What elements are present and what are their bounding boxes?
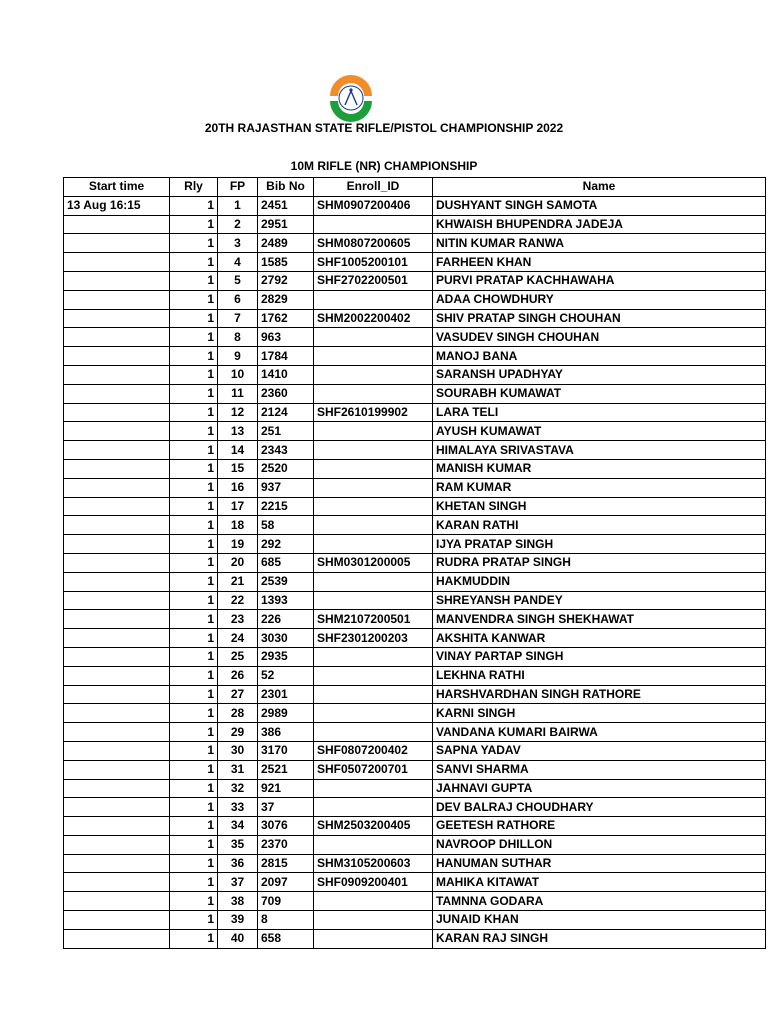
cell-fp: 38 — [218, 892, 258, 911]
cell-fp: 3 — [218, 234, 258, 253]
cell-name: MANISH KUMAR — [433, 459, 766, 478]
cell-name: SARANSH UPADHYAY — [433, 365, 766, 384]
cell-fp: 2 — [218, 215, 258, 234]
cell-start-time — [64, 215, 170, 234]
table-row — [64, 873, 766, 892]
cell-enroll-id: SHF0507200701 — [314, 760, 433, 779]
cell-start-time — [64, 854, 170, 873]
cell-fp: 17 — [218, 497, 258, 516]
cell-name: ADAA CHOWDHURY — [433, 290, 766, 309]
cell-bib-no: 2370 — [258, 835, 314, 854]
cell-rly: 1 — [170, 234, 218, 253]
cell-name: JUNAID KHAN — [433, 911, 766, 930]
cell-fp: 21 — [218, 572, 258, 591]
table-row — [64, 497, 766, 516]
cell-name: TAMNNA GODARA — [433, 892, 766, 911]
cell-enroll-id: SHF2702200501 — [314, 271, 433, 290]
cell-bib-no: 2829 — [258, 290, 314, 309]
cell-start-time — [64, 535, 170, 554]
cell-rly: 1 — [170, 403, 218, 422]
cell-enroll-id — [314, 516, 433, 535]
cell-rly: 1 — [170, 685, 218, 704]
table-row — [64, 723, 766, 742]
cell-fp: 6 — [218, 290, 258, 309]
cell-bib-no: 2521 — [258, 760, 314, 779]
cell-start-time — [64, 798, 170, 817]
cell-bib-no: 2489 — [258, 234, 314, 253]
cell-rly: 1 — [170, 723, 218, 742]
cell-start-time: 13 Aug 16:15 — [64, 196, 170, 215]
cell-bib-no: 386 — [258, 723, 314, 742]
cell-bib-no: 2097 — [258, 873, 314, 892]
cell-start-time — [64, 403, 170, 422]
cell-fp: 1 — [218, 196, 258, 215]
cell-rly: 1 — [170, 309, 218, 328]
cell-fp: 11 — [218, 384, 258, 403]
cell-rly: 1 — [170, 873, 218, 892]
cell-name: VANDANA KUMARI BAIRWA — [433, 723, 766, 742]
cell-fp: 40 — [218, 929, 258, 948]
cell-rly: 1 — [170, 647, 218, 666]
table-row — [64, 591, 766, 610]
cell-start-time — [64, 723, 170, 742]
cell-enroll-id: SHM3105200603 — [314, 854, 433, 873]
cell-start-time — [64, 666, 170, 685]
cell-bib-no: 2539 — [258, 572, 314, 591]
cell-name: KARAN RATHI — [433, 516, 766, 535]
cell-bib-no: 963 — [258, 328, 314, 347]
cell-start-time — [64, 760, 170, 779]
cell-start-time — [64, 704, 170, 723]
cell-rly: 1 — [170, 441, 218, 460]
cell-name: NITIN KUMAR RANWA — [433, 234, 766, 253]
table-row — [64, 478, 766, 497]
cell-rly: 1 — [170, 497, 218, 516]
cell-enroll-id — [314, 422, 433, 441]
cell-enroll-id: SHF2301200203 — [314, 629, 433, 648]
cell-name: SHREYANSH PANDEY — [433, 591, 766, 610]
cell-enroll-id: SHF0807200402 — [314, 741, 433, 760]
table-row — [64, 685, 766, 704]
cell-start-time — [64, 685, 170, 704]
cell-name: MANVENDRA SINGH SHEKHAWAT — [433, 610, 766, 629]
table-row — [64, 760, 766, 779]
cell-start-time — [64, 553, 170, 572]
table-row — [64, 741, 766, 760]
cell-name: AKSHITA KANWAR — [433, 629, 766, 648]
cell-name: HIMALAYA SRIVASTAVA — [433, 441, 766, 460]
cell-name: SAPNA YADAV — [433, 741, 766, 760]
cell-name: KARAN RAJ SINGH — [433, 929, 766, 948]
logo-figure-head — [349, 88, 352, 91]
cell-rly: 1 — [170, 760, 218, 779]
cell-start-time — [64, 610, 170, 629]
table-row — [64, 271, 766, 290]
cell-fp: 25 — [218, 647, 258, 666]
cell-bib-no: 2935 — [258, 647, 314, 666]
cell-fp: 19 — [218, 535, 258, 554]
cell-start-time — [64, 779, 170, 798]
table-row — [64, 647, 766, 666]
cell-start-time — [64, 835, 170, 854]
cell-bib-no: 8 — [258, 911, 314, 930]
cell-start-time — [64, 591, 170, 610]
table-row — [64, 422, 766, 441]
cell-bib-no: 226 — [258, 610, 314, 629]
cell-rly: 1 — [170, 328, 218, 347]
cell-rly: 1 — [170, 271, 218, 290]
header-start-time: Start time — [64, 178, 170, 197]
cell-enroll-id: SHF2610199902 — [314, 403, 433, 422]
table-row — [64, 854, 766, 873]
cell-start-time — [64, 253, 170, 272]
cell-name: KHWAISH BHUPENDRA JADEJA — [433, 215, 766, 234]
cell-bib-no: 2951 — [258, 215, 314, 234]
document-title: 20TH RAJASTHAN STATE RIFLE/PISTOL CHAMPIONSHIP 2022 — [204, 121, 564, 135]
cell-rly: 1 — [170, 666, 218, 685]
cell-rly: 1 — [170, 911, 218, 930]
cell-fp: 27 — [218, 685, 258, 704]
cell-start-time — [64, 572, 170, 591]
cell-bib-no: 1784 — [258, 347, 314, 366]
cell-fp: 28 — [218, 704, 258, 723]
table-row — [64, 929, 766, 948]
cell-bib-no: 58 — [258, 516, 314, 535]
cell-bib-no: 2215 — [258, 497, 314, 516]
table-row — [64, 553, 766, 572]
cell-enroll-id — [314, 384, 433, 403]
cell-enroll-id — [314, 478, 433, 497]
cell-rly: 1 — [170, 365, 218, 384]
cell-fp: 4 — [218, 253, 258, 272]
cell-enroll-id — [314, 723, 433, 742]
cell-start-time — [64, 497, 170, 516]
cell-fp: 13 — [218, 422, 258, 441]
table-row — [64, 779, 766, 798]
cell-fp: 14 — [218, 441, 258, 460]
cell-enroll-id — [314, 591, 433, 610]
cell-fp: 35 — [218, 835, 258, 854]
cell-fp: 31 — [218, 760, 258, 779]
cell-bib-no: 1410 — [258, 365, 314, 384]
table-row — [64, 234, 766, 253]
cell-rly: 1 — [170, 253, 218, 272]
cell-rly: 1 — [170, 741, 218, 760]
table-row — [64, 911, 766, 930]
cell-rly: 1 — [170, 535, 218, 554]
cell-rly: 1 — [170, 478, 218, 497]
cell-fp: 16 — [218, 478, 258, 497]
cell-enroll-id: SHM0807200605 — [314, 234, 433, 253]
cell-bib-no: 1585 — [258, 253, 314, 272]
cell-rly: 1 — [170, 459, 218, 478]
cell-name: MANOJ BANA — [433, 347, 766, 366]
cell-name: RUDRA PRATAP SINGH — [433, 553, 766, 572]
cell-bib-no: 937 — [258, 478, 314, 497]
cell-enroll-id — [314, 441, 433, 460]
cell-start-time — [64, 271, 170, 290]
cell-bib-no: 37 — [258, 798, 314, 817]
cell-fp: 29 — [218, 723, 258, 742]
cell-start-time — [64, 422, 170, 441]
cell-name: FARHEEN KHAN — [433, 253, 766, 272]
cell-rly: 1 — [170, 929, 218, 948]
cell-fp: 33 — [218, 798, 258, 817]
cell-bib-no: 1762 — [258, 309, 314, 328]
table-row — [64, 441, 766, 460]
entry-list-table — [63, 177, 766, 949]
cell-enroll-id: SHF1005200101 — [314, 253, 433, 272]
cell-name: LEKHNA RATHI — [433, 666, 766, 685]
cell-rly: 1 — [170, 779, 218, 798]
cell-bib-no: 2343 — [258, 441, 314, 460]
cell-bib-no: 2989 — [258, 704, 314, 723]
table-row — [64, 535, 766, 554]
header-fp: FP — [218, 178, 258, 197]
cell-rly: 1 — [170, 422, 218, 441]
cell-name: DUSHYANT SINGH SAMOTA — [433, 196, 766, 215]
cell-fp: 7 — [218, 309, 258, 328]
cell-name: VASUDEV SINGH CHOUHAN — [433, 328, 766, 347]
cell-rly: 1 — [170, 384, 218, 403]
table-row — [64, 365, 766, 384]
cell-bib-no: 3170 — [258, 741, 314, 760]
cell-rly: 1 — [170, 817, 218, 836]
table-row — [64, 516, 766, 535]
cell-enroll-id — [314, 572, 433, 591]
header-enroll-id: Enroll_ID — [314, 178, 433, 197]
cell-start-time — [64, 365, 170, 384]
table-row — [64, 629, 766, 648]
cell-fp: 20 — [218, 553, 258, 572]
cell-name: IJYA PRATAP SINGH — [433, 535, 766, 554]
cell-enroll-id — [314, 328, 433, 347]
cell-rly: 1 — [170, 798, 218, 817]
cell-start-time — [64, 309, 170, 328]
cell-enroll-id — [314, 535, 433, 554]
cell-bib-no: 2451 — [258, 196, 314, 215]
cell-fp: 36 — [218, 854, 258, 873]
cell-rly: 1 — [170, 553, 218, 572]
cell-name: KHETAN SINGH — [433, 497, 766, 516]
cell-bib-no: 2520 — [258, 459, 314, 478]
cell-bib-no: 658 — [258, 929, 314, 948]
cell-bib-no: 2301 — [258, 685, 314, 704]
cell-bib-no: 3076 — [258, 817, 314, 836]
cell-enroll-id — [314, 704, 433, 723]
table-row — [64, 892, 766, 911]
cell-name: DEV BALRAJ CHOUDHARY — [433, 798, 766, 817]
cell-enroll-id — [314, 685, 433, 704]
cell-start-time — [64, 873, 170, 892]
table-header-row — [64, 178, 766, 197]
cell-start-time — [64, 892, 170, 911]
cell-name: SOURABH KUMAWAT — [433, 384, 766, 403]
cell-name: RAM KUMAR — [433, 478, 766, 497]
table-row — [64, 572, 766, 591]
table-row — [64, 610, 766, 629]
cell-name: SHIV PRATAP SINGH CHOUHAN — [433, 309, 766, 328]
cell-name: GEETESH RATHORE — [433, 817, 766, 836]
cell-start-time — [64, 384, 170, 403]
cell-name: LARA TELI — [433, 403, 766, 422]
cell-start-time — [64, 647, 170, 666]
cell-enroll-id: SHM2002200402 — [314, 309, 433, 328]
cell-fp: 10 — [218, 365, 258, 384]
cell-enroll-id — [314, 497, 433, 516]
cell-rly: 1 — [170, 835, 218, 854]
cell-name: PURVI PRATAP KACHHAWAHA — [433, 271, 766, 290]
cell-fp: 22 — [218, 591, 258, 610]
event-subtitle: 10M RIFLE (NR) CHAMPIONSHIP — [290, 159, 478, 173]
cell-bib-no: 709 — [258, 892, 314, 911]
cell-bib-no: 3030 — [258, 629, 314, 648]
cell-name: MAHIKA KITAWAT — [433, 873, 766, 892]
cell-start-time — [64, 911, 170, 930]
cell-enroll-id — [314, 911, 433, 930]
cell-start-time — [64, 516, 170, 535]
cell-bib-no: 2360 — [258, 384, 314, 403]
cell-fp: 23 — [218, 610, 258, 629]
table-row — [64, 403, 766, 422]
cell-bib-no: 921 — [258, 779, 314, 798]
table-row — [64, 215, 766, 234]
cell-name: SANVI SHARMA — [433, 760, 766, 779]
cell-fp: 39 — [218, 911, 258, 930]
cell-fp: 12 — [218, 403, 258, 422]
table-row — [64, 459, 766, 478]
table-row — [64, 347, 766, 366]
cell-enroll-id — [314, 666, 433, 685]
cell-rly: 1 — [170, 704, 218, 723]
table-row — [64, 253, 766, 272]
cell-enroll-id — [314, 459, 433, 478]
cell-rly: 1 — [170, 290, 218, 309]
table-row — [64, 290, 766, 309]
cell-rly: 1 — [170, 854, 218, 873]
cell-rly: 1 — [170, 516, 218, 535]
cell-fp: 15 — [218, 459, 258, 478]
table-row — [64, 798, 766, 817]
cell-name: NAVROOP DHILLON — [433, 835, 766, 854]
cell-bib-no: 2792 — [258, 271, 314, 290]
cell-start-time — [64, 234, 170, 253]
table-row — [64, 666, 766, 685]
table-row — [64, 384, 766, 403]
table-row — [64, 817, 766, 836]
cell-name: HANUMAN SUTHAR — [433, 854, 766, 873]
cell-rly: 1 — [170, 892, 218, 911]
cell-rly: 1 — [170, 591, 218, 610]
header-name: Name — [433, 178, 766, 197]
cell-fp: 26 — [218, 666, 258, 685]
cell-enroll-id — [314, 892, 433, 911]
table-row — [64, 196, 766, 215]
cell-start-time — [64, 328, 170, 347]
cell-enroll-id: SHM2107200501 — [314, 610, 433, 629]
cell-fp: 24 — [218, 629, 258, 648]
table-body — [64, 196, 766, 948]
cell-bib-no: 1393 — [258, 591, 314, 610]
emblem-icon — [327, 74, 375, 122]
cell-start-time — [64, 478, 170, 497]
header-bib-no: Bib No — [258, 178, 314, 197]
cell-enroll-id: SHM2503200405 — [314, 817, 433, 836]
table-row — [64, 328, 766, 347]
cell-start-time — [64, 741, 170, 760]
cell-start-time — [64, 929, 170, 948]
cell-fp: 34 — [218, 817, 258, 836]
cell-enroll-id — [314, 290, 433, 309]
cell-fp: 32 — [218, 779, 258, 798]
cell-enroll-id — [314, 798, 433, 817]
cell-start-time — [64, 817, 170, 836]
cell-name: VINAY PARTAP SINGH — [433, 647, 766, 666]
cell-enroll-id — [314, 835, 433, 854]
cell-bib-no: 2815 — [258, 854, 314, 873]
cell-enroll-id: SHF0909200401 — [314, 873, 433, 892]
cell-enroll-id — [314, 779, 433, 798]
cell-rly: 1 — [170, 629, 218, 648]
cell-bib-no: 292 — [258, 535, 314, 554]
cell-rly: 1 — [170, 196, 218, 215]
cell-fp: 18 — [218, 516, 258, 535]
cell-enroll-id — [314, 929, 433, 948]
cell-start-time — [64, 290, 170, 309]
cell-enroll-id: SHM0907200406 — [314, 196, 433, 215]
cell-enroll-id — [314, 347, 433, 366]
cell-name: KARNI SINGH — [433, 704, 766, 723]
table-row — [64, 835, 766, 854]
cell-fp: 8 — [218, 328, 258, 347]
cell-start-time — [64, 459, 170, 478]
association-logo — [327, 74, 375, 122]
cell-name: HARSHVARDHAN SINGH RATHORE — [433, 685, 766, 704]
cell-fp: 37 — [218, 873, 258, 892]
cell-name: AYUSH KUMAWAT — [433, 422, 766, 441]
cell-enroll-id — [314, 365, 433, 384]
cell-name: JAHNAVI GUPTA — [433, 779, 766, 798]
cell-bib-no: 251 — [258, 422, 314, 441]
cell-name: HAKMUDDIN — [433, 572, 766, 591]
cell-bib-no: 52 — [258, 666, 314, 685]
header-rly: Rly — [170, 178, 218, 197]
cell-bib-no: 2124 — [258, 403, 314, 422]
table-row — [64, 704, 766, 723]
cell-rly: 1 — [170, 215, 218, 234]
cell-bib-no: 685 — [258, 553, 314, 572]
cell-rly: 1 — [170, 610, 218, 629]
cell-enroll-id — [314, 215, 433, 234]
cell-start-time — [64, 629, 170, 648]
cell-rly: 1 — [170, 347, 218, 366]
cell-fp: 30 — [218, 741, 258, 760]
table-row — [64, 309, 766, 328]
cell-start-time — [64, 347, 170, 366]
cell-fp: 9 — [218, 347, 258, 366]
cell-start-time — [64, 441, 170, 460]
cell-enroll-id: SHM0301200005 — [314, 553, 433, 572]
cell-fp: 5 — [218, 271, 258, 290]
cell-rly: 1 — [170, 572, 218, 591]
cell-enroll-id — [314, 647, 433, 666]
